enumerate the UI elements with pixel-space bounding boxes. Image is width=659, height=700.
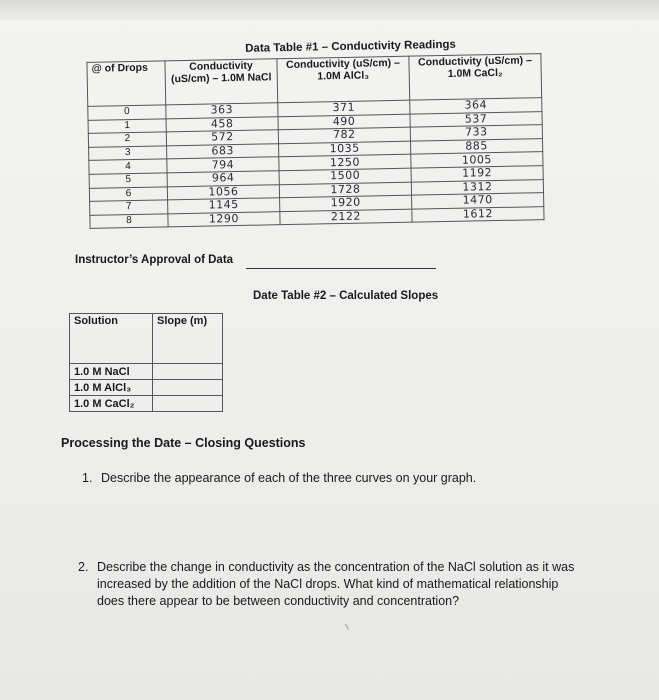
cacl2-cell: 1612 xyxy=(412,206,544,222)
nacl-cell: 1056 xyxy=(167,184,279,200)
drops-cell: 5 xyxy=(89,173,167,188)
solution-cell: 1.0 M NaCl xyxy=(70,364,153,380)
alcl3-cell: 1920 xyxy=(280,195,412,211)
question-number: 1. xyxy=(82,471,93,485)
cacl2-cell: 1192 xyxy=(411,166,543,182)
approval-signature-line[interactable] xyxy=(246,268,436,269)
cacl2-cell: 1312 xyxy=(411,179,543,195)
alcl3-cell: 1250 xyxy=(279,155,411,171)
table-row xyxy=(70,364,223,380)
alcl3-cell: 1035 xyxy=(279,141,411,157)
table-row xyxy=(70,380,223,396)
drops-cell: 1 xyxy=(88,118,166,133)
slope-cell[interactable] xyxy=(153,380,223,396)
question-line: increased by the addition of the NaCl drops. What kind of mathematical relationship xyxy=(97,577,559,591)
question-1 xyxy=(82,470,642,488)
drops-cell: 7 xyxy=(90,200,168,215)
cacl2-cell: 1470 xyxy=(412,193,544,209)
question-text: Describe the appearance of each of the three curves on your graph. xyxy=(101,471,477,485)
closing-questions-title: Processing the Date – Closing Questions xyxy=(61,436,306,450)
slope-cell[interactable] xyxy=(153,396,223,412)
drops-cell: 0 xyxy=(88,105,166,120)
question-line: does there appear to be between conductivity and concentration? xyxy=(97,594,460,608)
table-row xyxy=(70,396,223,412)
table-header-row xyxy=(70,314,223,364)
slope-cell[interactable] xyxy=(153,364,223,380)
drops-cell: 3 xyxy=(89,146,167,161)
sheet-edge xyxy=(0,0,659,20)
alcl3-cell: 371 xyxy=(278,100,410,116)
header-drops: @ of Drops xyxy=(87,61,166,106)
alcl3-cell: 1500 xyxy=(279,168,411,184)
data-table-2-title: Date Table #2 – Calculated Slopes xyxy=(253,290,439,302)
drops-cell: 6 xyxy=(89,186,167,201)
cacl2-cell: 1005 xyxy=(411,152,543,168)
nacl-cell: 683 xyxy=(167,143,279,159)
data-table-1-title: Data Table #1 – Conductivity Readings xyxy=(245,38,456,55)
alcl3-cell: 490 xyxy=(278,114,410,130)
alcl3-cell: 782 xyxy=(278,127,410,143)
header-slope: Slope (m) xyxy=(153,314,223,364)
pen-mark xyxy=(345,620,355,629)
question-text xyxy=(97,559,574,610)
solution-cell: 1.0 M AlCl₃ xyxy=(70,380,153,396)
alcl3-cell: 1728 xyxy=(279,182,411,198)
cacl2-cell: 537 xyxy=(410,111,542,127)
nacl-cell: 1145 xyxy=(168,198,280,214)
question-2 xyxy=(78,559,650,615)
nacl-cell: 363 xyxy=(166,103,278,119)
cacl2-cell: 733 xyxy=(410,125,542,141)
header-alcl3: Conductivity (uS/cm) – 1.0M AlCl₃ xyxy=(277,56,410,103)
nacl-cell: 572 xyxy=(166,130,278,146)
header-solution: Solution xyxy=(70,314,153,364)
slopes-table xyxy=(69,313,223,412)
conductivity-table xyxy=(86,53,544,229)
nacl-cell: 794 xyxy=(167,157,279,173)
header-cacl2: Conductivity (uS/cm) – 1.0M CaCl₂ xyxy=(409,54,542,101)
drops-cell: 2 xyxy=(88,132,166,147)
alcl3-cell: 2122 xyxy=(280,209,412,225)
instructor-approval-label: Instructor’s Approval of Data xyxy=(75,254,234,266)
cacl2-cell: 885 xyxy=(410,138,542,154)
cacl2-cell: 364 xyxy=(410,98,542,114)
question-number: 2. xyxy=(78,560,89,574)
nacl-cell: 458 xyxy=(166,116,278,132)
data-table-1-block xyxy=(80,31,565,280)
question-line: Describe the change in conductivity as the concentration of the NaCl solution as it was xyxy=(97,560,575,574)
solution-cell: 1.0 M CaCl₂ xyxy=(70,396,153,412)
nacl-cell: 1290 xyxy=(168,211,280,227)
drops-cell: 8 xyxy=(90,214,168,229)
nacl-cell: 964 xyxy=(167,171,279,187)
drops-cell: 4 xyxy=(89,159,167,174)
header-nacl: Conductivity (uS/cm) – 1.0M NaCl xyxy=(165,59,278,105)
